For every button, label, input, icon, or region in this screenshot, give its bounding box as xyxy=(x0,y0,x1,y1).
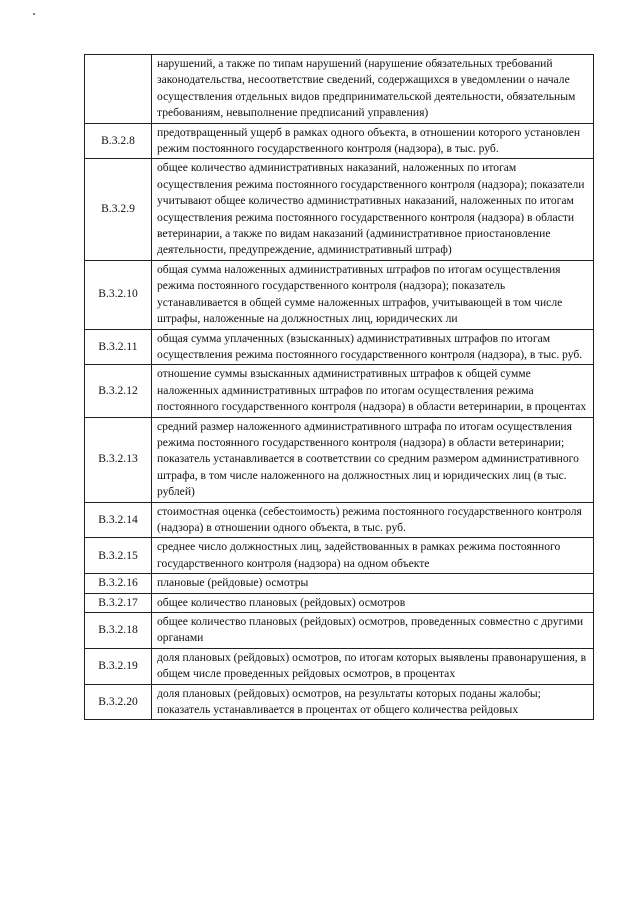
row-description: средний размер наложенного административного штрафа по итогам осуществления режима постоянного государственного контроля (надзора) в области ветеринарии; показатель устанавливается в соответствии со средним размером административного штрафа, в том числе наложенного на должностных лиц и юридических лиц (в тыс. рублей) xyxy=(152,417,594,502)
row-description: общее количество плановых (рейдовых) осмотров, проведенных совместно с другими органами xyxy=(152,613,594,649)
row-code: В.3.2.9 xyxy=(85,159,152,260)
table-row xyxy=(85,329,594,365)
row-code xyxy=(85,55,152,124)
row-description: общее количество административных наказаний, наложенных по итогам осуществления режима постоянного государственного контроля (надзора); показатели учитывают общее количество административных наказаний, наложенных по итогам осуществления режима постоянного государственного контроля (надзора) в области ветеринарии, а также по видам наказаний (административное приостановление деятельности, предупреждение, административный штраф) xyxy=(152,159,594,260)
scan-speck xyxy=(33,13,35,15)
row-description: плановые (рейдовые) осмотры xyxy=(152,574,594,593)
indicators-table xyxy=(84,54,594,720)
row-code: В.3.2.15 xyxy=(85,538,152,574)
row-code: В.3.2.12 xyxy=(85,365,152,417)
table-row xyxy=(85,574,594,593)
table-row xyxy=(85,502,594,538)
table-row xyxy=(85,613,594,649)
table-row xyxy=(85,55,594,124)
row-code: В.3.2.18 xyxy=(85,613,152,649)
row-description: общая сумма уплаченных (взысканных) административных штрафов по итогам осуществления режима постоянного государственного контроля (надзора), в тыс. руб. xyxy=(152,329,594,365)
row-code: В.3.2.16 xyxy=(85,574,152,593)
table-row xyxy=(85,159,594,260)
table-row xyxy=(85,365,594,417)
row-code: В.3.2.11 xyxy=(85,329,152,365)
table-row xyxy=(85,593,594,612)
row-description: нарушений, а также по типам нарушений (нарушение обязательных требований законодательства, несоответствие сведений, содержащихся в уведомлении о начале осуществления отдельных видов предпринимательской деятельности, обязательным требованиям, невыполнение предписаний управления) xyxy=(152,55,594,124)
row-description: доля плановых (рейдовых) осмотров, по итогам которых выявлены правонарушения, в общем числе проведенных рейдовых осмотров, в процентах xyxy=(152,648,594,684)
row-description: доля плановых (рейдовых) осмотров, на результаты которых поданы жалобы; показатель устанавливается в процентах от общего количества рейдовых xyxy=(152,684,594,720)
row-description: общее количество плановых (рейдовых) осмотров xyxy=(152,593,594,612)
row-code: В.3.2.19 xyxy=(85,648,152,684)
row-code: В.3.2.10 xyxy=(85,260,152,329)
table-row xyxy=(85,648,594,684)
row-description: отношение суммы взысканных административных штрафов к общей сумме наложенных административных штрафов по итогам осуществления режима постоянного государственного контроля (надзора) в области ветеринарии, в процентах xyxy=(152,365,594,417)
table-row xyxy=(85,684,594,720)
row-code: В.3.2.17 xyxy=(85,593,152,612)
row-code: В.3.2.13 xyxy=(85,417,152,502)
row-description: предотвращенный ущерб в рамках одного объекта, в отношении которого установлен режим постоянного государственного контроля (надзора), в тыс. руб. xyxy=(152,123,594,159)
row-code: В.3.2.20 xyxy=(85,684,152,720)
row-code: В.3.2.14 xyxy=(85,502,152,538)
row-description: общая сумма наложенных административных штрафов по итогам осуществления режима постоянного государственного контроля (надзора); показатель устанавливается в общей сумме наложенных штрафов, учитывающей в том числе штрафы, наложенные на должностных лиц, юридических ли xyxy=(152,260,594,329)
row-description: стоимостная оценка (себестоимость) режима постоянного государственного контроля (надзора) в отношении одного объекта, в тыс. руб. xyxy=(152,502,594,538)
row-description: среднее число должностных лиц, задействованных в рамках режима постоянного государственного контроля (надзора) на одном объекте xyxy=(152,538,594,574)
table-row xyxy=(85,417,594,502)
table-row xyxy=(85,123,594,159)
row-code: В.3.2.8 xyxy=(85,123,152,159)
table-row xyxy=(85,538,594,574)
table-row xyxy=(85,260,594,329)
